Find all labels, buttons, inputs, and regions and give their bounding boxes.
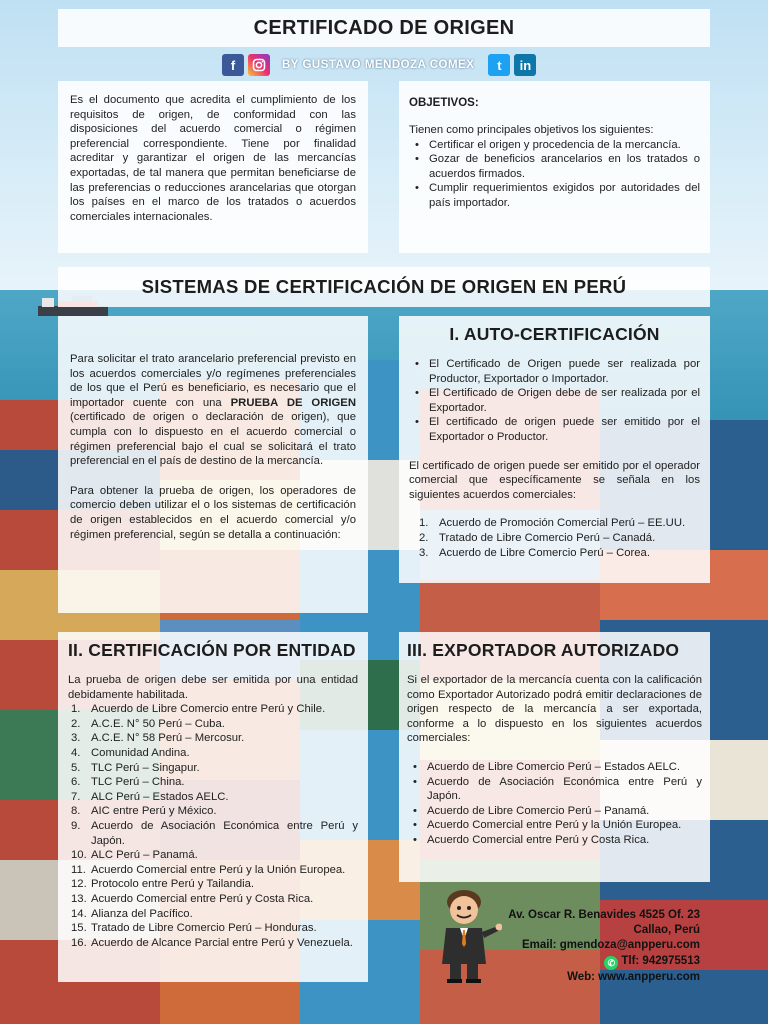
prueba-de-origen-term: PRUEBA DE ORIGEN xyxy=(230,396,356,409)
list-item: 9. Acuerdo de Asociación Económica entre Perú y Japón. xyxy=(71,819,358,847)
objectives-lead: Tienen como principales objetivos los siguientes: xyxy=(409,124,654,136)
list-item: 13. Acuerdo Comercial entre Perú y Costa Rica. xyxy=(71,892,314,905)
list-item: 1. Acuerdo de Promoción Comercial Perú – EE.UU. xyxy=(419,517,686,530)
list-item: • Acuerdo de Libre Comercio Perú – Estados AELC. xyxy=(407,760,702,775)
systems-title: SISTEMAS DE CERTIFICACIÓN DE ORIGEN EN PERÚ xyxy=(141,276,627,297)
list-item: 11. Acuerdo Comercial entre Perú y la Unión Europea. xyxy=(71,863,346,876)
list-item: • Acuerdo Comercial entre Perú y Costa Rica. xyxy=(407,833,702,848)
contact-details xyxy=(508,908,700,985)
auto-certification-bullets xyxy=(409,357,700,445)
linkedin-icon[interactable]: in xyxy=(514,54,536,76)
solicit-panel xyxy=(58,316,368,613)
list-item: 14. Alianza del Pacífico. xyxy=(71,907,193,920)
list-item: 3. Acuerdo de Libre Comercio Perú – Corea. xyxy=(419,546,650,559)
objectives-heading: OBJETIVOS: xyxy=(409,97,479,109)
intro-panel xyxy=(58,81,368,253)
address-line-1: Av. Oscar R. Benavides 4525 Of. 23 xyxy=(508,909,700,921)
intro-text: Es el documento que acredita el cumplimiento de los requisitos de origen, de conformidad con las disposiciones del acuerdo comercial o régimen preferencial correspondiente. Tiene por finalidad acreditar y garantizar el origen de las mercancías exportadas, de tal manera que permitan beneficiarse de las preferencias o reducciones arancelarias que otorgan los países en el marco de los tratados o acuerdos comerciales internacionales. xyxy=(70,94,356,223)
list-item: 8. AIC entre Perú y México. xyxy=(71,805,217,818)
list-item: 1. Acuerdo de Libre Comercio entre Perú y Chile. xyxy=(71,703,326,716)
list-item: • El Certificado de Origen debe de ser realizada por el Exportador. xyxy=(409,386,700,415)
email-link[interactable]: Email: gmendoza@anpperu.com xyxy=(522,939,700,952)
list-item: 16. Acuerdo de Alcance Parcial entre Perú y Venezuela. xyxy=(71,936,353,949)
list-item: • El certificado de origen puede ser emitido por el Exportador o Productor. xyxy=(409,415,700,444)
businessman-mascot-icon xyxy=(430,884,502,984)
auto-certification-panel xyxy=(399,316,710,583)
auto-certification-list xyxy=(409,516,700,560)
list-item: • Certificar el origen y procedencia de la mercancía. xyxy=(409,138,700,153)
list-item: 2. Tratado de Libre Comercio Perú – Canadá. xyxy=(419,531,656,544)
list-item: 7. ALC Perú – Estados AELC. xyxy=(71,790,229,803)
contact-block xyxy=(430,884,700,984)
list-item: 10. ALC Perú – Panamá. xyxy=(71,849,198,862)
list-item: 2. A.C.E. N° 50 Perú – Cuba. xyxy=(71,717,225,730)
whatsapp-icon: ✆ xyxy=(604,956,618,970)
instagram-icon[interactable] xyxy=(248,54,270,76)
title-banner xyxy=(58,9,710,47)
list-item: 12. Protocolo entre Perú y Tailandia. xyxy=(71,878,255,891)
auto-certification-heading: I. AUTO-CERTIFICACIÓN xyxy=(449,324,660,344)
entity-certification-list xyxy=(68,702,358,950)
entity-certification-heading: II. CERTIFICACIÓN POR ENTIDAD xyxy=(68,640,356,660)
facebook-icon[interactable]: f xyxy=(222,54,244,76)
byline-text: BY GUSTAVO MENDOZA COMEX xyxy=(282,59,475,71)
phone-number[interactable]: Tlf: 942975513 xyxy=(621,954,700,967)
list-item: 5. TLC Perú – Singapur. xyxy=(71,761,200,774)
byline xyxy=(222,53,536,77)
authorized-exporter-list xyxy=(407,760,702,848)
authorized-exporter-heading: III. EXPORTADOR AUTORIZADO xyxy=(407,640,680,660)
list-item: • Acuerdo de Libre Comercio Perú – Panamá. xyxy=(407,804,702,819)
page-title: CERTIFICADO DE ORIGEN xyxy=(253,16,515,39)
list-item: • Gozar de beneficios arancelarios en los tratados o acuerdos firmados. xyxy=(409,152,700,181)
list-item: • Cumplir requerimientos exigidos por autoridades del país importador. xyxy=(409,181,700,210)
phone-line xyxy=(508,954,700,970)
authorized-exporter-panel xyxy=(399,632,710,882)
web-link[interactable]: Web: www.anpperu.com xyxy=(567,970,700,983)
authorized-exporter-paragraph: Si el exportador de la mercancía cuenta con la calificación como Exportador Autorizado podrá emitir declaraciones de origen respecto de la mercancía a ser exportada, conforme a lo dispuesto en los siguientes acuerdos comerciales: xyxy=(407,674,702,745)
list-item: 15. Tratado de Libre Comercio Perú – Honduras. xyxy=(71,922,317,935)
systems-banner xyxy=(58,267,710,307)
objectives-panel xyxy=(399,81,710,253)
list-item: • El Certificado de Origen puede ser realizada por Productor, Exportador o Importador. xyxy=(409,357,700,386)
list-item: • Acuerdo Comercial entre Perú y la Unión Europea. xyxy=(407,818,702,833)
list-item: • Acuerdo de Asociación Económica entre Perú y Japón. xyxy=(407,775,702,804)
list-item: 4. Comunidad Andina. xyxy=(71,746,190,759)
entity-certification-panel xyxy=(58,632,368,982)
list-item: 3. A.C.E. N° 58 Perú – Mercosur. xyxy=(71,732,245,745)
twitter-icon[interactable]: t xyxy=(488,54,510,76)
solicit-paragraph-2: Para obtener la prueba de origen, los operadores de comercio deben utilizar el o los sistemas de certificación de origen establecidos en el acuerdo comercial y/o régimen preferencial, según se detalla a continuación: xyxy=(70,484,356,541)
solicit-paragraph-1: Para solicitar el trato arancelario preferencial previsto en los acuerdos comerciales y/o regímenes preferenciales de los que el Perú es beneficiario, es necesario que el importador cuente con una PRUEBA DE ORIGEN (certificado de origen o declaración de origen), que cumpla con lo dispuesto en el acuerdo comercial o régimen preferencial bajo el cual se solicitará el trato preferencial en el país de destino de la mercancía. xyxy=(70,353,356,468)
auto-certification-paragraph: El certificado de origen puede ser emitido por el operador comercial que específicamente se señala en los siguientes acuerdos comerciales: xyxy=(409,459,700,501)
entity-certification-paragraph: La prueba de origen debe ser emitida por una entidad debidamente habilitada. xyxy=(68,674,358,701)
list-item: 6. TLC Perú – China. xyxy=(71,776,185,789)
objectives-list xyxy=(409,138,700,211)
address-line-2: Callao, Perú xyxy=(633,924,700,937)
